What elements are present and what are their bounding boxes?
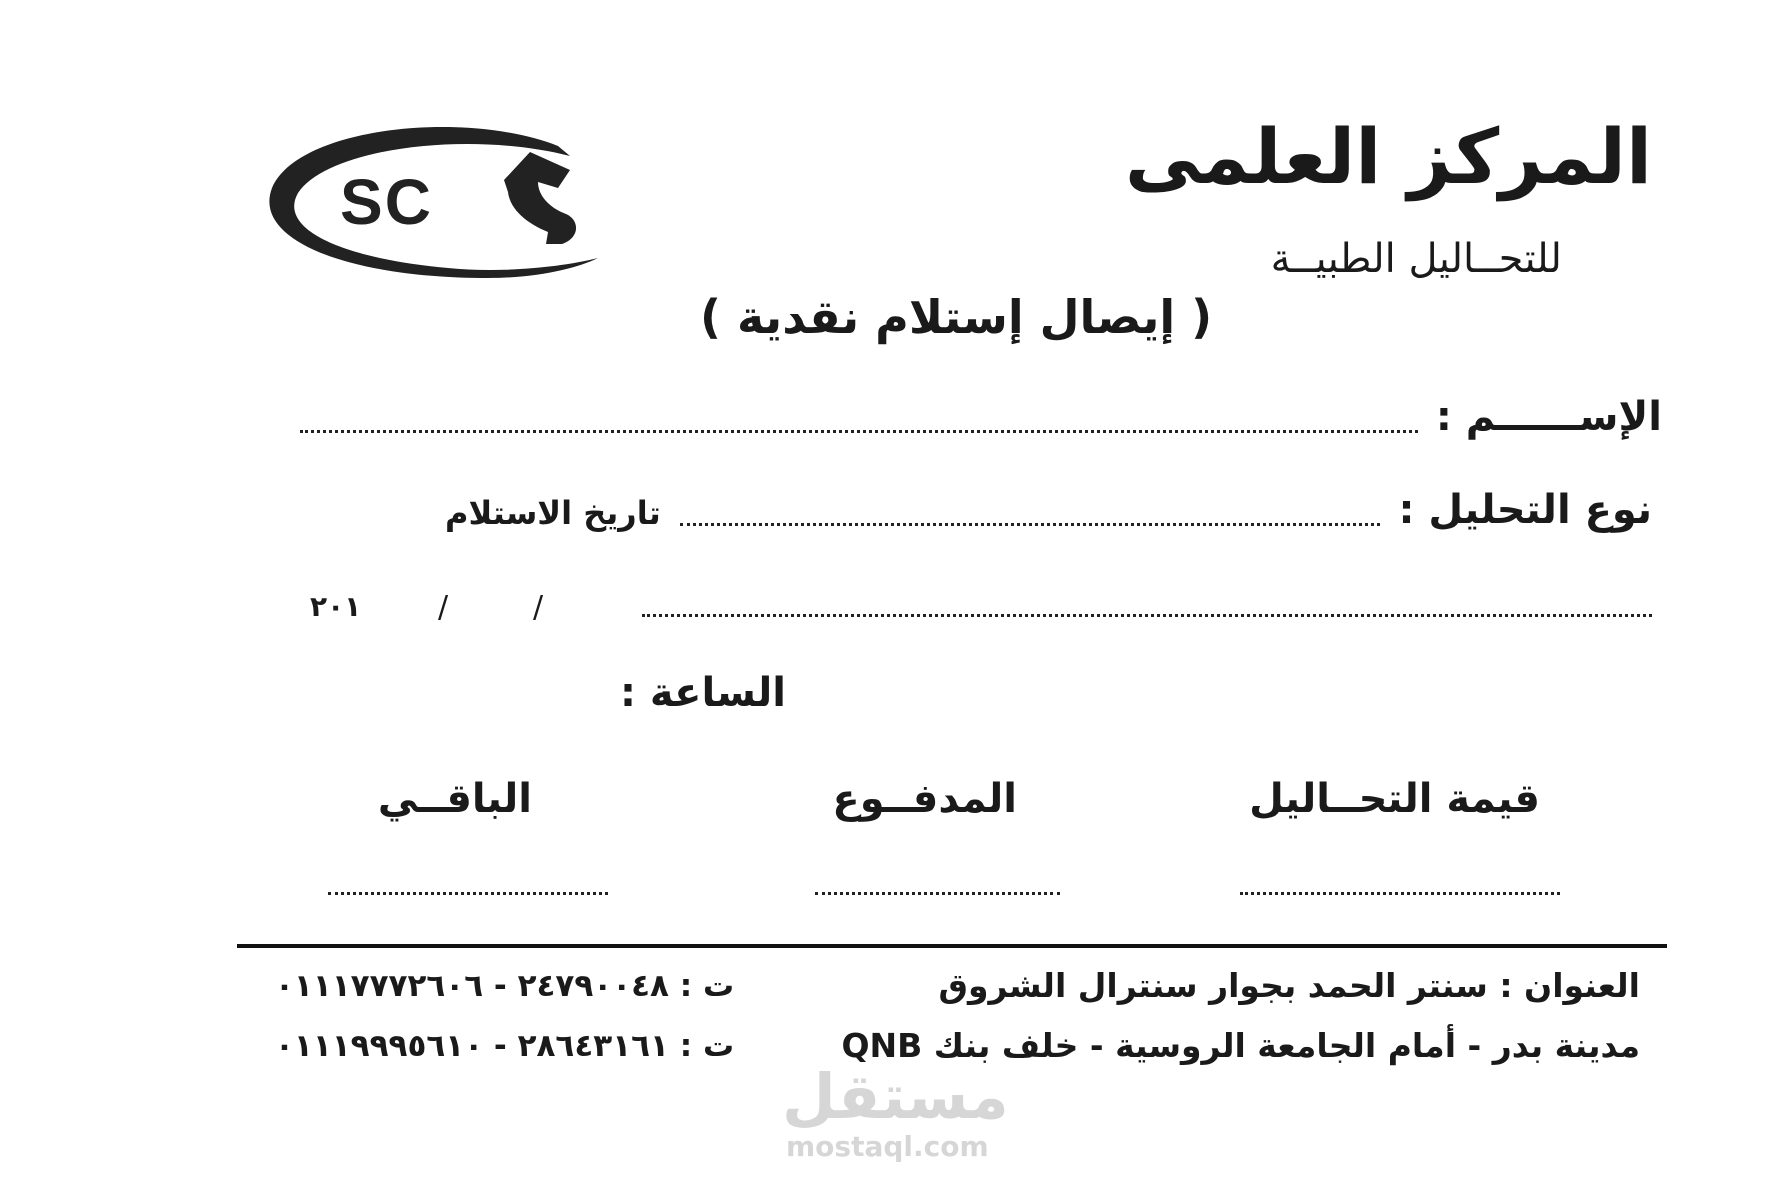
brand-subtitle: للتحــاليل الطبيــة xyxy=(1270,236,1562,282)
sc-logo xyxy=(258,118,628,288)
remaining-field-line[interactable] xyxy=(328,892,608,895)
logo-flask-icon xyxy=(504,152,576,244)
phone-line-1: ت : ٢٤٧٩٠٠٤٨ - ٠١١١٧٧٧٢٦٠٦ xyxy=(275,968,735,1004)
phone-line-2: ت : ٢٨٦٤٣١٦١ - ٠١١١٩٩٩٥٦١٠ xyxy=(275,1028,735,1064)
paid-label: المدفــوع xyxy=(832,776,1017,822)
analysis-type-field-line[interactable] xyxy=(680,523,1380,526)
time-label: الساعة : xyxy=(620,670,786,716)
logo-text: SC xyxy=(340,166,433,238)
total-field-line[interactable] xyxy=(1240,892,1560,895)
paid-field-line[interactable] xyxy=(815,892,1060,895)
receipt-title: ( إيصال إستلام نقدية ) xyxy=(700,290,1213,344)
name-label: الإســــــم : xyxy=(1435,394,1662,440)
date-slash: / xyxy=(438,590,449,625)
analysis-type-label: نوع التحليل : xyxy=(1398,487,1652,533)
watermark-latin: mostaql.com xyxy=(786,1130,989,1163)
year-prefix: ٢٠١ xyxy=(310,590,362,623)
watermark-arabic: مستقل xyxy=(782,1060,1009,1133)
address-line-2: مدينة بدر - أمام الجامعة الروسية - خلف بنك QNB xyxy=(841,1026,1640,1065)
logo-swoosh xyxy=(269,127,598,278)
footer-divider xyxy=(237,944,1667,948)
receive-date-label: تاريخ الاستلام xyxy=(445,494,661,532)
remaining-label: الباقــي xyxy=(377,776,532,822)
total-label: قيمة التحــاليل xyxy=(1249,776,1540,822)
date-slash: / xyxy=(533,590,544,625)
address-line-1: العنوان : سنتر الحمد بجوار سنترال الشروق xyxy=(938,966,1640,1005)
name-field-line[interactable] xyxy=(300,430,1418,433)
brand-title: المركز العلمى xyxy=(1124,112,1652,201)
extra-field-line[interactable] xyxy=(642,614,1652,617)
